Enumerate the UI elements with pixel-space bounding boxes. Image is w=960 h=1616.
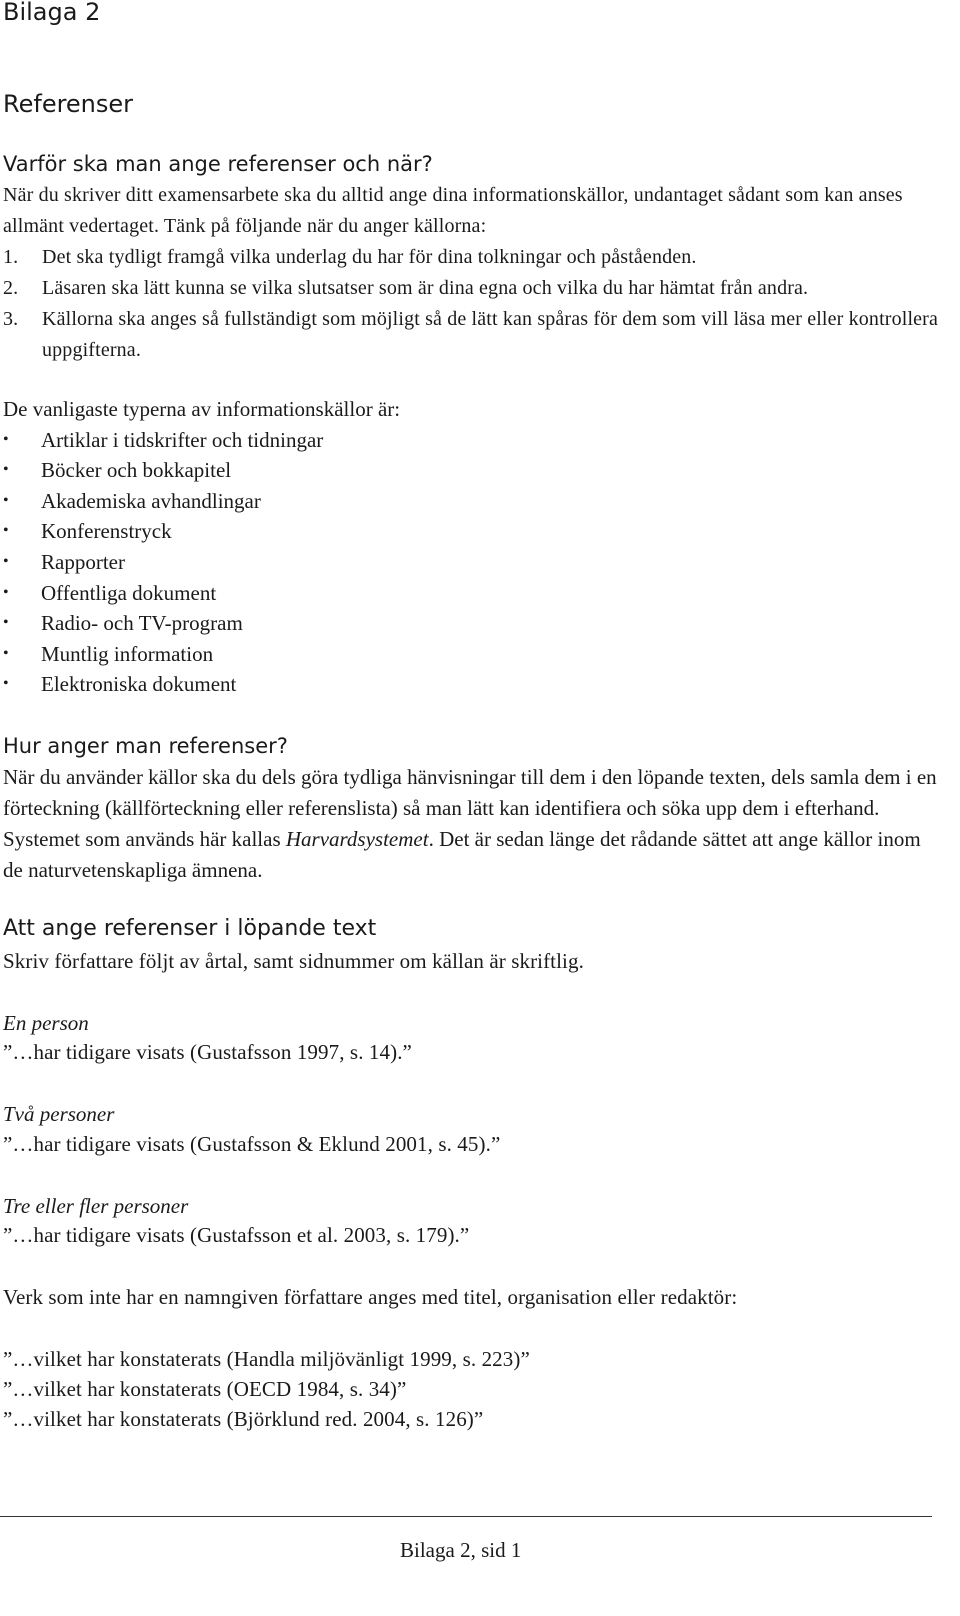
- source-type-label: Akademiska avhandlingar: [41, 488, 261, 513]
- bullet-icon: •: [3, 552, 9, 570]
- source-type-label: Offentliga dokument: [41, 580, 217, 605]
- intext-intro: Skriv författare följt av årtal, samt sidnummer om källan är skriftlig.: [3, 949, 584, 973]
- bullet-icon: •: [3, 675, 9, 693]
- section-title: Referenser: [3, 90, 134, 118]
- example-label: Två personer: [3, 1102, 115, 1126]
- source-type-item: [3, 486, 953, 517]
- source-type-label: Artiklar i tidskrifter och tidningar: [41, 427, 324, 452]
- example-label: Tre eller fler personer: [3, 1194, 189, 1218]
- appendix-title: Bilaga 2: [3, 0, 101, 26]
- source-type-label: Böcker och bokkapitel: [41, 458, 232, 483]
- why-point-text: Läsaren ska lätt kunna se vilka slutsatser som är dina egna och vilka du har hämtat från andra.: [42, 277, 809, 299]
- no-author-example: ”…vilket har konstaterats (OECD 1984, s. 34)”: [3, 1377, 407, 1401]
- how-paragraph: [3, 762, 943, 886]
- source-types-section: [3, 394, 953, 700]
- no-author-example: ”…vilket har konstaterats (Björklund red. 2004, s. 126)”: [3, 1407, 484, 1431]
- no-author-example: ”…vilket har konstaterats (Handla miljövänligt 1999, s. 223)”: [3, 1347, 530, 1371]
- bullet-icon: •: [3, 522, 9, 540]
- source-type-item: [3, 516, 953, 547]
- example-quote: ”…har tidigare visats (Gustafsson & Eklund 2001, s. 45).”: [3, 1132, 501, 1156]
- why-point-number: 2.: [3, 277, 19, 299]
- why-point: [3, 242, 953, 273]
- why-heading: Varför ska man ange referenser och när?: [3, 152, 433, 176]
- source-type-item: [3, 578, 953, 609]
- bullet-icon: •: [3, 491, 9, 509]
- source-type-item: [3, 425, 953, 456]
- source-type-label: Rapporter: [41, 549, 125, 574]
- page-number: Bilaga 2, sid 1: [400, 1538, 522, 1562]
- source-type-item: [3, 608, 953, 639]
- why-point-number: 1.: [3, 246, 19, 268]
- why-points-list: [3, 242, 953, 366]
- bullet-icon: •: [3, 461, 9, 479]
- bullet-icon: •: [3, 644, 9, 662]
- bullet-icon: •: [3, 430, 9, 448]
- bullet-icon: •: [3, 614, 9, 632]
- why-point: [3, 304, 953, 366]
- source-type-item: [3, 455, 953, 486]
- source-types-list: [3, 425, 953, 700]
- no-author-intro: Verk som inte har en namngiven författare anges med titel, organisation eller redaktör:: [3, 1285, 738, 1309]
- why-point-number: 3.: [3, 308, 19, 330]
- why-point-text: Det ska tydligt framgå vilka underlag du har för dina tolkningar och påståenden.: [42, 246, 697, 268]
- source-type-item: [3, 639, 953, 670]
- how-text-before: När du använder källor ska du dels göra tydliga hänvisningar till dem i den löpande texten, dels samla dem i en förteckning (källförteckning eller referenslista) så man lätt kan identifiera och söka upp dem i efterhand. Systemet som används här kallas: [3, 765, 937, 851]
- why-point-text: Källorna ska anges så fullständigt som möjligt så de lätt kan spåras för dem som vill läsa mer eller kontrollera uppgifterna.: [42, 308, 939, 361]
- example-quote: ”…har tidigare visats (Gustafsson 1997, s. 14).”: [3, 1040, 412, 1064]
- intext-heading: Att ange referenser i löpande text: [3, 916, 377, 941]
- why-point: [3, 273, 953, 304]
- how-text-after: . Det är sedan länge det rådande sättet att ange källor inom de naturvetenskapliga ämnena.: [3, 827, 921, 882]
- example-label: En person: [3, 1011, 89, 1035]
- why-intro: När du skriver ditt examensarbete ska du alltid ange dina informationskällor, undantaget sådant som kan anses allmänt vedertaget. Tänk på följande när du anger källorna:: [3, 184, 903, 237]
- source-type-label: Elektroniska dokument: [41, 672, 237, 697]
- bullet-icon: •: [3, 583, 9, 601]
- source-type-label: Konferenstryck: [41, 519, 172, 544]
- source-type-label: Muntlig information: [41, 641, 214, 666]
- example-quote: ”…har tidigare visats (Gustafsson et al. 2003, s. 179).”: [3, 1223, 470, 1247]
- source-type-item: [3, 669, 953, 700]
- footer-divider: [0, 1516, 932, 1517]
- source-type-label: Radio- och TV-program: [41, 611, 243, 636]
- how-heading: Hur anger man referenser?: [3, 734, 288, 758]
- harvard-system-name: Harvardsystemet: [285, 827, 429, 851]
- why-section: [3, 180, 953, 366]
- source-types-intro: De vanligaste typerna av informationskällor är:: [3, 397, 401, 421]
- source-type-item: [3, 547, 953, 578]
